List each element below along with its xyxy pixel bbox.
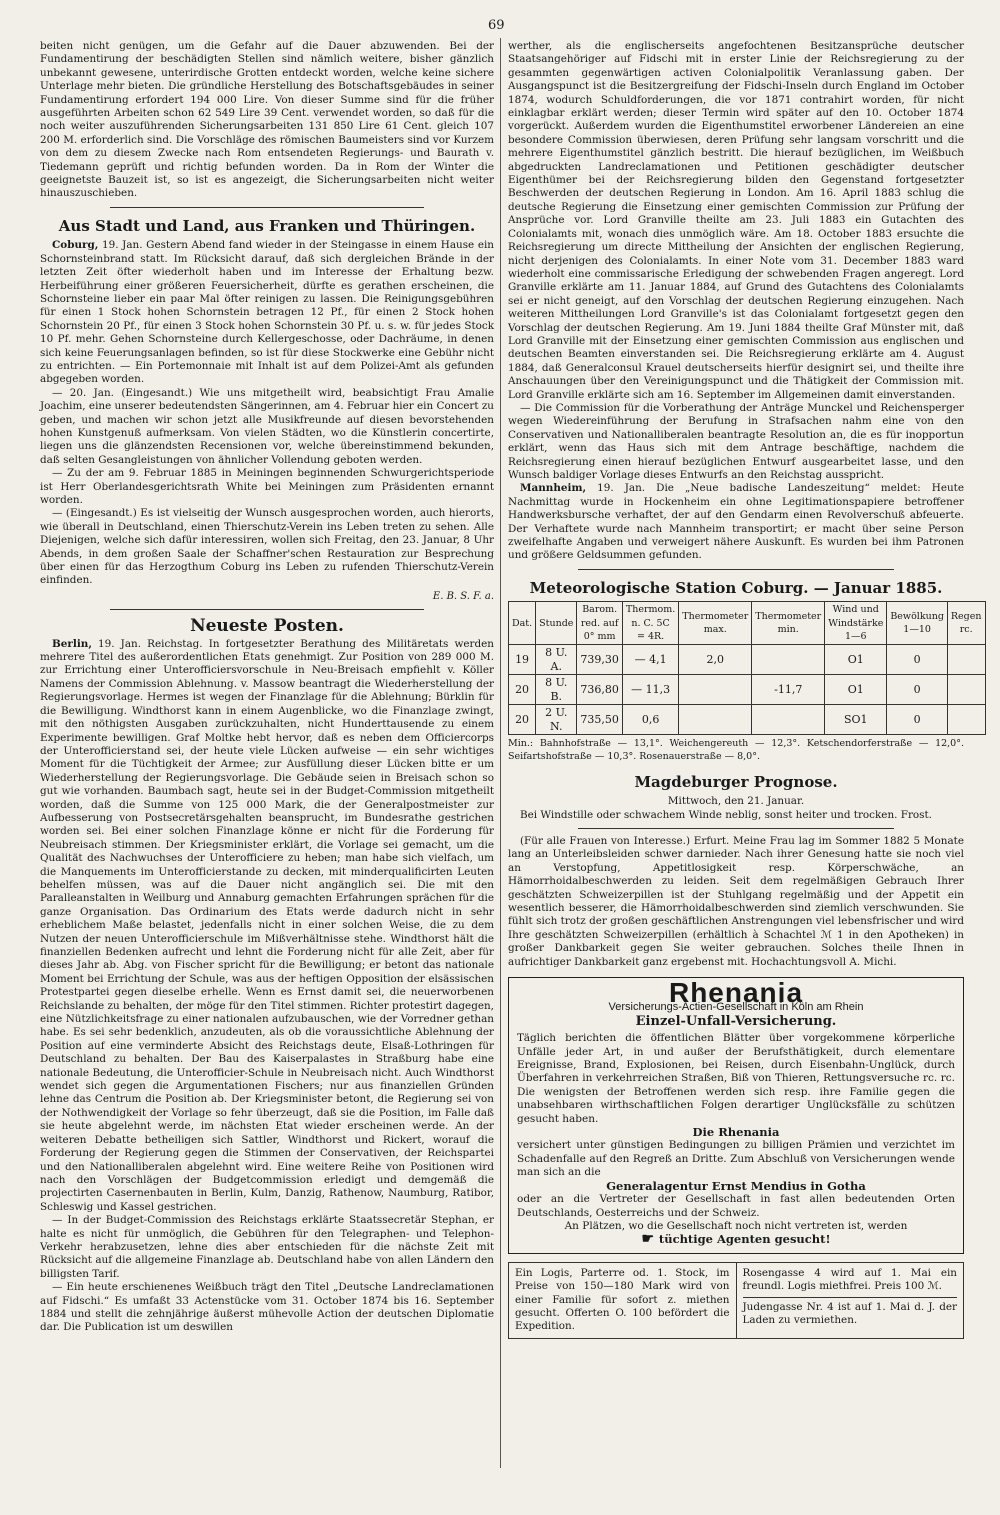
table-cell: 0: [887, 675, 948, 705]
ad-text-4: An Plätzen, wo die Gesellschaft noch nicht vertreten ist, werden: [564, 1219, 908, 1232]
article-coburg: [40, 239, 494, 386]
table-cell: O1: [825, 675, 887, 705]
table-row: [509, 705, 986, 735]
weather-header-cell: Thermom. n. C. 5C = 4R.: [622, 602, 678, 645]
weather-header-cell: Barom. red. auf 0° mm: [577, 602, 623, 645]
weather-header-cell: Regen rc.: [947, 602, 985, 645]
table-cell: 735,50: [577, 705, 623, 735]
article-weissbuch: — Ein heute erschienenes Weißbuch trägt den Titel „Deutsche Landreclamationen auf Fidschi.“ Es umfaßt 33 Actenstücke vom 31. October 1874 bis 16. September 1884 und stellt die zehnjährige äußerst mühevolle Action der deutschen Diplomatie dar. Die Publication ist um deswillen: [40, 1281, 494, 1334]
article-thierschutz: — (Eingesandt.) Es ist vielseitig der Wunsch ausgesprochen worden, auch hierorts, wie überall in Deutschland, einen Thierschutz-Verein ins Leben treten zu sehen. Alle Diejenigen, welche sich dafür interessiren, wollen sich Freitag, den 23. Januar, 8 Uhr Abends, in dem großen Saale der Schaffner'schen Restauration zur Besprechung über einen für das Herzogthum Coburg ins Leben zu rufenden Thierschutz-Verein einfinden.: [40, 507, 494, 587]
pointing-hand-icon: ☛: [641, 1231, 659, 1248]
table-cell: -11,7: [752, 675, 825, 705]
ad-agents-wanted-text: tüchtige Agenten gesucht!: [658, 1232, 831, 1247]
weather-header-cell: Dat.: [509, 602, 536, 645]
weather-table: [508, 601, 986, 735]
ad-text-1: Täglich berichten die öffentlichen Blätter über vorgekommene körperliche Unfälle jeder Art, in und außer der Berufsthätigkeit, durch elementare Ereignisse, Brand, Explosionen, bei Reisen, durch Eisenbahn-Unglück, durch Überfahren in verkehrreichen Straßen, Biß von Thieren, Rettungsversuche rc. rc. Die wenigsten der Betroffenen werden sich resp. ihre Familie gegen die unabsehbaren wirthschaftlichen Folgen derartiger Unglücksfälle zu schützen gesucht haben.: [517, 1032, 955, 1125]
signature: E. B. S. F. a.: [432, 590, 494, 602]
rhenania-advertisement: [508, 977, 964, 1254]
divider-rule: [578, 828, 894, 829]
table-cell: [679, 705, 752, 735]
section-heading-regional: Aus Stadt und Land, aus Franken und Thüringen.: [58, 216, 476, 235]
weather-header-cell: Bewölkung 1—10: [887, 602, 948, 645]
table-cell: 2 U. N.: [536, 705, 577, 735]
table-cell: O1: [825, 645, 887, 675]
ad-company-subtitle: Versicherungs-Actien-Gesellschaft in Köln am Rhein: [608, 1001, 864, 1014]
column-divider: [500, 38, 501, 1468]
ad-text-2: versichert unter günstigen Bedingungen zu billigen Prämien und verzichtet im Schadenfalle auf den Regreß an Dritte. Zum Abschluß von Versicherungen wende man sich an die: [517, 1139, 955, 1179]
weather-header-cell: Thermometer max.: [679, 602, 752, 645]
divider-rule: [578, 569, 894, 570]
left-column: [40, 40, 494, 1335]
article-coburg-text: 19. Jan. Gestern Abend fand wieder in der Steingasse in einem Hause ein Schornsteinbrand statt. Im Rücksicht darauf, daß sich dergleichen Brände in der letzten Zeit öfter wiederholt haben und im Interesse der Erhaltung bezw. Herbeiführung einer größeren Feuersicherheit, dürfte es gerathen erscheinen, die Schornsteine lieber ein paar Mal öfter reinigen zu lassen. Die Reinigungsgebühren für einen 1 Stock hohen Schornstein betragen 12 Pf., für einen 2 Stock hohen Schornstein 20 Pf., für einen 3 Stock hohen Schornstein 30 Pf. u. s. w. für jedes Stock 10 Pf. mehr. Gehen Schornsteine durch Kellergeschosse, oder Dachräume, in denen sich keine Feuerungsanlagen befinden, so ist für diese Stockwerke eine Gebühr nicht zu entrichten. — Ein Portemonnaie mit Inhalt ist auf dem Polizei-Amt als gefunden abgegeben worden.: [40, 239, 494, 386]
ad-agency: Generalagentur Ernst Mendius in Gotha: [606, 1178, 866, 1193]
divider-rule: [110, 207, 424, 208]
table-cell: 8 U. A.: [536, 645, 577, 675]
table-cell: 20: [509, 675, 536, 705]
table-cell: 19: [509, 645, 536, 675]
table-cell: [752, 705, 825, 735]
weather-header-cell: Stunde: [536, 602, 577, 645]
right-column: [508, 40, 982, 1339]
weather-header-cell: Thermometer min.: [752, 602, 825, 645]
table-cell: 8 U. B.: [536, 675, 577, 705]
testimonial-text: (Für alle Frauen von Interesse.) Erfurt. Meine Frau lag im Sommer 1882 5 Monate lang an Unterleibsleiden schwer darnieder. Nach ihrer Genesung hatte sie noch viel an Verstopfung, Appetitlosigkeit resp. Körperschwäche, an Hämorrhoidalbeschwerden zu leiden. Seit dem regelmäßigen Gebrauch Ihrer geschätzten Schweizerpillen ist der Stuhlgang regelmäßig und der Appetit ein wesentlich besserer, die Hämorrhoidalbeschwerden sind ziemlich verschwunden. Sie fühlt sich trotz der großen geschäftlichen Anstrengungen viel lebensfrischer und wird Ihre geschätzten Schweizerpillen (erhältlich à Schachtel ℳ 1 in den Apotheken) in großer Dankbarkeit gegen Sie weiter gebrauchen. Solches theile Ihnen in aufrichtiger Dankbarkeit ganz ergebenst mit. Hochachtungsvoll A. Michi.: [508, 834, 964, 968]
table-cell: — 4,1: [622, 645, 678, 675]
article-fidschi-continuation: werther, als die englischerseits angefochtenen Besitzansprüche deutscher Staatsangehöriger auf Fidschi mit in erster Linie der Reichsregierung zu der gesammten gegenwärtigen activen Colonialpolitik Veranlassung gaben. Der Ausgangspunct ist die Besitzergreifung der Fidschi-Inseln durch England im October 1874, wodurch Schuldforderungen, die vor 1871 contrahirt worden, für nicht einklagbar erklärt werden; dieser Termin wird später auf den 10. October 1874 vorgerückt. Außerdem wurden die Eigenthumstitel erworbener Ländereien an eine besondere Commission überwiesen, deren Prüfung sehr langsam vorschritt und die mehrere Eigenthumstitel gänzlich bestritt. Die hierauf bezüglichen, im Weißbuch abgedruckten Landreclamationen und Petitionen geschädigter deutscher Eigenthümer bei der Reichsregierung bilden den Gegenstand fortgesetzter Beschwerden der deutschen Regierung in London. Am 16. April 1883 schlug die deutsche Regierung die Einsetzung einer gemischten Commission zur Prüfung der Ansprüche vor. Lord Granville theilte am 23. Juli 1883 ein Gutachten des Colonialamts mit, wonach dies unmöglich wäre. Am 18. October 1883 ersuchte die Reichsregierung um directe Mittheilung der Ansichten der englischen Regierung, nicht derjenigen des Colonialamts. In einer Note vom 31. December 1883 ward wiederholt eine commissarische Erledigung der schwebenden Fragen angeregt. Lord Granville erklärte am 11. Januar 1884, auf Grund des Gutachtens des Colonialamts sei er nicht geneigt, auf den Vorschlag der deutschen Regierung einzugehen. Nach weiteren Mittheilungen Lord Granville's ist das Colonialamt fortgesetzt gegen den Vorschlag der deutschen Regierung. Am 19. Juni 1884 theilte Graf Münster mit, daß Lord Granville mit der Einsetzung einer gemischten Commission aus englischen und deutschen Beamten einverstanden sei. Die Reichsregierung erklärte am 4. August 1884, daß Generalconsul Krauel deutscherseits hierfür designirt sei, und theilte ihre Anschauungen über den Vereinigungspunct und die Thätigkeit der Commission mit. Lord Granville erklärte sich am 16. September im Allgemeinen damit einverstanden.: [508, 40, 964, 401]
article-concert: — 20. Jan. (Eingesandt.) Wie uns mitgetheilt wird, beabsichtigt Frau Amalie Joachim, eine unserer bedeutendsten Sängerinnen, am 4. Februar hier ein Concert zu geben, und machen wir schon jetzt alle Musikfreunde auf diesen bevorstehenden hohen Kunstgenuß aufmerksam. Von vielen Städten, wo die Künstlerin concertirte, liegen uns die glänzendsten Recensionen vor, welche übereinstimmend bekunden, daß selten Gesangleistungen von ähnlicher Vollendung geboten werden.: [40, 386, 494, 466]
article-meiningen: — Zu der am 9. Februar 1885 in Meiningen beginnenden Schwurgerichtsperiode ist Herr Oberlandesgerichtsrath White bei Meiningen zum Präsidenten ernannt worden.: [40, 467, 494, 506]
table-cell: [679, 675, 752, 705]
article-mannheim: [508, 482, 964, 562]
table-cell: [752, 645, 825, 675]
table-row: [509, 675, 986, 705]
dateline-berlin: Berlin,: [52, 637, 92, 650]
section-heading-news: Neueste Posten.: [190, 616, 344, 637]
article-budget-commission: — In der Budget-Commission des Reichstags erklärte Staatssecretär Stephan, er halte es nicht für unmöglich, die Gebühren für den Telegraphen- und Telephon-Verkehr herabzusetzen, lehne dies aber entschieden für die nächste Zeit mit Rücksicht auf die allgemeine Finanzlage ab. Deutschland habe von allen Ländern den billigsten Tarif.: [40, 1214, 494, 1280]
table-cell: 739,30: [577, 645, 623, 675]
weather-note: Min.: Bahnhofstraße — 13,1°. Weichengereuth — 12,3°. Ketschendorferstraße — 12,0°. Seifartshofstraße — 10,3°. Rosenauerstraße — 8,0°.: [508, 737, 964, 763]
article-commission: — Die Commission für die Vorberathung der Anträge Munckel und Reichensperger wegen Wiedereinführung der Berufung in Strafsachen nahm eine von den Conservativen und Nationalliberalen beantragte Resolution an, die es für inopportun erklärt, wenn das Haus sich mit dem Antrage beschäftige, nachdem die Reichsregierung einen hierauf bezüglichen Entwurf ausgearbeitet lasse, und den Wunsch baldiger Vorlage dieses Entwurfs an den Reichstag ausspricht.: [508, 401, 964, 481]
classified-ads: [508, 1262, 964, 1339]
page-number: 69: [488, 18, 505, 33]
classified-ad-judengasse: Judengasse Nr. 4 ist auf 1. Mai d. J. der Laden zu vermiethen.: [743, 1297, 958, 1328]
table-row: [509, 645, 986, 675]
ad-company-name-2: Die Rhenania: [692, 1125, 780, 1140]
ad-text-3: oder an die Vertreter der Gesellschaft in fast allen bedeutenden Orten Deutschlands, Oesterreichs und der Schweiz.: [517, 1193, 955, 1219]
table-cell: 0: [887, 705, 948, 735]
article-mannheim-text: 19. Jan. Die „Neue badische Landeszeitung“ meldet: Heute Nachmittag wurde in Hockenheim ein ohne Legitimationspapiere betroffener Handwerksbursche verhaftet, der auf den Gendarm einen Revolverschuß abfeuerte. Der Verhaftete wurde nach Mannheim transportirt; er macht über seine Person zweifelhafte Angaben und verweigert nähere Auskunft. Es wurden bei ihm Patronen und größere Geldsummen gefunden.: [508, 482, 964, 562]
dateline-coburg: Coburg,: [52, 239, 99, 252]
article-berlin: [40, 638, 494, 1214]
prognose-text: Bei Windstille oder schwachem Winde neblig, sonst heiter und trocken. Frost.: [520, 808, 932, 821]
table-cell: — 11,3: [622, 675, 678, 705]
table-cell: 20: [509, 705, 536, 735]
table-cell: [947, 645, 985, 675]
table-cell: [947, 675, 985, 705]
classified-ad-logis: Ein Logis, Parterre od. 1. Stock, im Preise von 150—180 Mark wird von einer Familie für sofort z. miethen gesucht. Offerten O. 100 befördert die Expedition.: [508, 1262, 737, 1339]
table-cell: [947, 705, 985, 735]
table-cell: 0,6: [622, 705, 678, 735]
article-berlin-text: 19. Jan. Reichstag. In fortgesetzter Berathung des Militäretats werden mehrere Titel des außerordentlichen Etats genehmigt. Zur Position von 289 000 M. zur Errichtung einer Unterofficiersvorschule in Neu-Breisach empfiehlt v. Köller Namens der Commission Ablehnung. v. Massow beantragt die Wiederherstellung der Regierungsvorlage. Hermes ist wegen der Finanzlage für die Ablehnung; Bürklin für die Bewilligung. Windthorst kann in einem Augenblicke, wo die Finanzlage zwingt, mit den nöthigsten Ausgaben zurückzuhalten, nicht Hunderttausende zu einem Experimente bewilligen. Graf Moltke hebt hervor, daß es neben dem Officiercorps der Unterofficierstand sei, der heute viele Lücken aufweise — ein sehr wichtiges Moment für die Tüchtigkeit der Armee; zur Ausfüllung dieser Lücken bitte er um Wiederherstellung der Regierungsvorlage. Die Gebäude seien in Breisach schon so gut wie vorhanden. Baumbach sagt, heute sei in der Budget-Commission mitgetheilt worden, daß die Summe von 125 000 Mark, die der Generalpostmeister zur Aufbesserung von Postsecretärsgehalten beansprucht, im Bundesrathe gestrichen worden sei. Bei einer solchen Finanzlage könne er nicht für die Forderung für Neubreisach stimmen. Der Kriegsminister erklärt, die Vorlage sei gemacht, um die Qualität des Nachwuchses der Unterofficiere zu heben; man habe sich vielfach, um die Manquements im Unterofficierstande zu decken, mit minderqualificirten Leuten behelfen müssen, was auf die Dauer nicht angänglich sei. Die mit den Paralleanstalten in Weilburg und Annaburg gemachten Erfahrungen sprächen für die ganze Organisation. Das Ordinarium des Etats werde dadurch nicht in sehr erheblichem Maße belastet, jedenfalls nicht in einer solchen Weise, die zu dem Nutzen der neuen Unterofficierschule im Mißverhältnisse stehe. Windthorst hält die finanziellen Bedenken aufrecht und lehnt die Forderung nicht für alle Zeit, aber für dieses Jahr ab. Abg. von Fischer spricht für die Bewilligung; er betont das nationale Moment bei Errichtung der Schule, was aus der heftigen Opposition der elsässischen Protestpartei gegen dieselbe erhelle. Wenn es Ernst damit sei, die neuerworbenen Reichslande zu behalten, der möge für den Titel stimmen. Richter protestirt dagegen, eine Nützlichkeitsfrage zu einer nationalen aufzubauschen, wie der Vorredner gethan habe. Es sei sehr bedenklich, anzudeuten, als ob die voraussichtliche Ablehnung der Position auf eine verminderte Absicht des Reichstags deute, Elsaß-Lothringen für Deutschland zu behalten. Der Bau des Kaiserpalastes in Straßburg habe eine nationale Bedeutung, die Unterofficier-Schule in Neubreisach nicht. Auch Windthorst wendet sich gegen die Argumentationen Fischers; nur aus finanziellen Gründen lehne das Centrum die Position ab. Der Kriegsminister betont, die Regierung sei von der Nothwendigkeit der Vorlage so fehr überzeugt, daß sie die Position, im Falle daß sie heute abgelehnt werde, im nächsten Etat wieder erscheinen werde. An der weiteren Debatte betheiligen sich Sattler, Windthorst und Rickert, worauf die Forderung der Regierung gegen die Stimmen der Conservativen, der Reichspartei und den Nationalliberalen abgelehnt wird. Eine weitere Reihe von Positionen wird nach den Vorschlägen der Budgetcommission erledigt und demgemäß die projectirten Casernenbauten in Berlin, Kulm, Danzig, Rathenow, Naumburg, Ratibor, Schleswig und Kassel gestrichen.: [40, 637, 494, 1213]
prognose-title: Magdeburger Prognose.: [634, 772, 838, 791]
weather-header-cell: Wind und Windstärke 1—6: [825, 602, 887, 645]
ad-company-name: Rhenania: [668, 977, 804, 1008]
prognose-date: Mittwoch, den 21. Januar.: [667, 795, 805, 808]
classified-ad-rosengasse: Rosengasse 4 wird auf 1. Mai ein freundl. Logis miethfrei. Preis 100 ℳ.: [742, 1266, 957, 1293]
weather-title: Meteorologische Station Coburg. — Januar 1885.: [529, 578, 943, 597]
table-cell: 0: [887, 645, 948, 675]
table-cell: 736,80: [577, 675, 623, 705]
weather-header-row: [509, 602, 986, 645]
article-continuation: beiten nicht genügen, um die Gefahr auf die Dauer abzuwenden. Bei der Fundamentirung der beschädigten Stellen sind nämlich weitere, bisher gänzlich unbekannt gewesene, unterirdische Grotten entdeckt worden, welche keine sichere Unterlage mehr bieten. Die gründliche Herstellung des Botschaftsgebäudes in seiner Fundamentirung erfordert 194 000 Lire. Von dieser Summe sind für die früher ausgeführten Arbeiten schon 62 549 Lire 39 Cent. verwendet worden, so daß für die noch weiter auszuführenden Sicherungsarbeiten 131 850 Lire 61 Cent. gleich 107 200 M. erforderlich sind. Die Vorschläge des römischen Baumeisters sind vor Kurzem von dem zu diesem Zwecke nach Rom entsendeten Regierungs- und Baurath v. Tiedemann geprüft und richtig befunden worden. Da in Rom der Winter die geeignetste Bauzeit ist, so ist es angezeigt, die Sicherungsarbeiten nicht weiter hinauszuschieben.: [40, 40, 494, 200]
classified-ad-rentals: [737, 1262, 965, 1339]
ad-agents-wanted: [517, 1233, 955, 1246]
ad-insurance-type: Einzel-Unfall-Versicherung.: [635, 1013, 837, 1029]
table-cell: SO1: [825, 705, 887, 735]
dateline-mannheim: Mannheim,: [520, 482, 587, 495]
divider-rule: [110, 609, 424, 610]
table-cell: 2,0: [679, 645, 752, 675]
